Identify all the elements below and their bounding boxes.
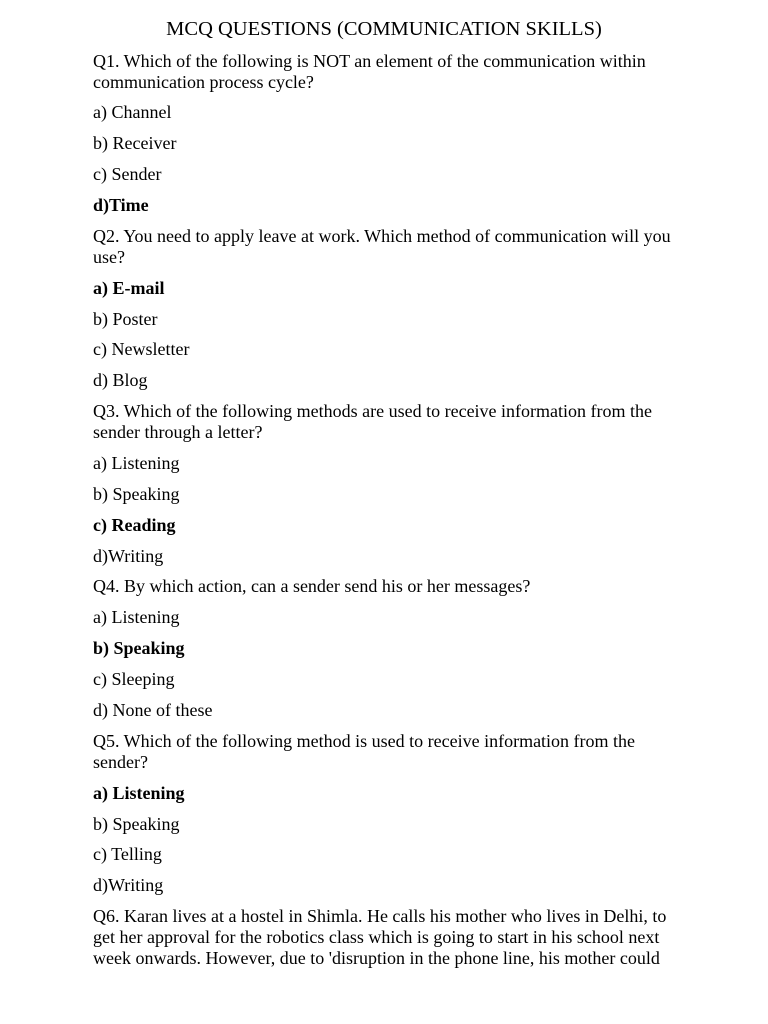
question-text (93, 906, 753, 969)
question-4 (93, 576, 753, 720)
document-title: MCQ QUESTIONS (COMMUNICATION SKILLS) (166, 18, 602, 40)
question-text-line: get her approval for the robotics class which is going to start in his school next (93, 927, 660, 948)
question-3 (93, 401, 753, 566)
question-text-line: Q1. Which of the following is NOT an element of the communication within (93, 50, 646, 71)
question-text-line: week onwards. However, due to 'disruption in the phone line, his mother could (93, 948, 660, 969)
option-b: b) Receiver (93, 133, 177, 154)
option-a: a) Listening (93, 782, 185, 803)
option-d: d) None of these (93, 699, 213, 720)
option-b: b) Speaking (93, 483, 180, 504)
question-text (93, 51, 753, 93)
question-text-line: Q2. You need to apply leave at work. Which method of communication will you (93, 225, 671, 246)
question-text-line: sender? (93, 751, 148, 772)
option-c: c) Sender (93, 164, 162, 185)
question-text (93, 401, 753, 443)
question-text-line: Q5. Which of the following method is used to receive information from the (93, 730, 636, 751)
question-text-line: Q6. Karan lives at a hostel in Shimla. He calls his mother who lives in Delhi, to (93, 906, 667, 927)
question-2 (93, 226, 753, 391)
question-text-line: Q4. By which action, can a sender send his or her messages? (93, 576, 531, 597)
option-d: d)Writing (93, 875, 164, 896)
option-b: b) Speaking (93, 638, 185, 659)
option-c: c) Reading (93, 514, 176, 535)
option-a: a) E-mail (93, 277, 165, 298)
option-a: a) Listening (93, 607, 180, 628)
question-text-line: communication process cycle? (93, 71, 314, 92)
option-c: c) Telling (93, 844, 162, 865)
option-d: d)Time (93, 195, 149, 216)
option-a: a) Channel (93, 102, 172, 123)
option-d: d)Writing (93, 545, 164, 566)
question-6 (93, 906, 753, 969)
question-list (93, 51, 753, 969)
option-b: b) Speaking (93, 813, 180, 834)
option-d: d) Blog (93, 370, 148, 391)
question-1 (93, 51, 753, 216)
question-text (93, 576, 753, 597)
question-text-line: use? (93, 246, 125, 267)
question-5 (93, 731, 753, 896)
option-a: a) Listening (93, 453, 180, 474)
question-text-line: Q3. Which of the following methods are used to receive information from the (93, 401, 653, 422)
option-c: c) Newsletter (93, 339, 190, 360)
option-b: b) Poster (93, 308, 158, 329)
option-c: c) Sleeping (93, 669, 175, 690)
question-text (93, 226, 753, 268)
question-text (93, 731, 753, 773)
question-text-line: sender through a letter? (93, 422, 263, 443)
